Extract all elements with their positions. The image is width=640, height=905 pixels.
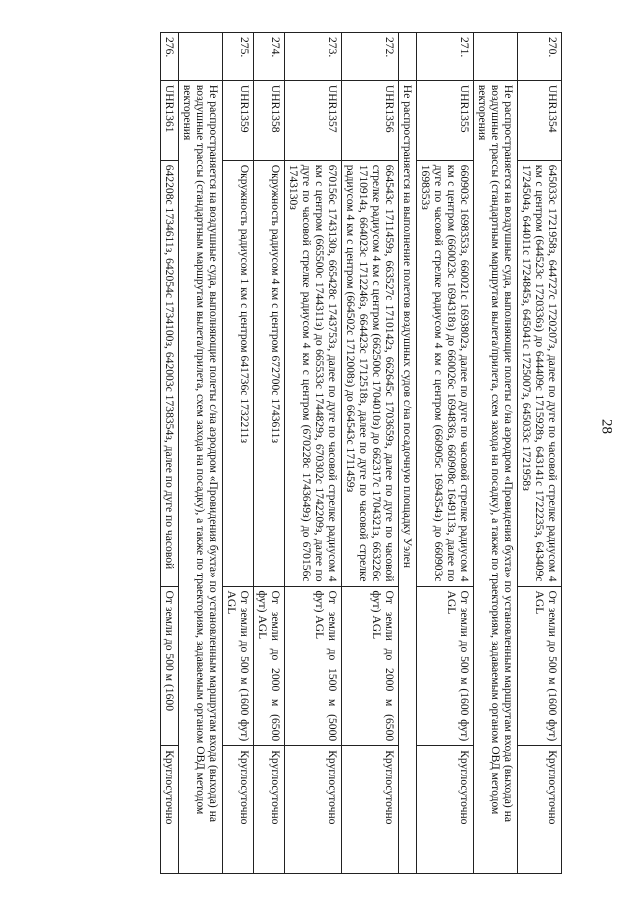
altitude-limits: От земли до 2000 м (6500 фут) AGL — [254, 586, 285, 746]
operating-time: Круглосуточно — [417, 746, 474, 874]
row-number: 275. — [223, 33, 254, 81]
zone-code: UHR1358 — [254, 80, 285, 160]
operating-time: Круглосуточно — [254, 746, 285, 874]
zone-boundaries: 642208с 1734611з, 642054с 1734100з, 642003с 1738354з, далее по дуге по часовой — [161, 160, 179, 586]
zone-boundaries: 660903с 1698353з, 660021с 1693802з, далее по дуге по часовой стрелке радиусом 4 км с центром (660023с 1694318з) до 660026с 1694836з, 660908с 1649113з, далее по дуге по часовой стрелке радиусом 4 км с центром (660905с 1694354з) до 660903с 1698353з — [417, 160, 474, 586]
row-number: 276. — [161, 33, 179, 81]
operating-time: Круглосуточно — [518, 746, 562, 874]
table-row — [342, 33, 399, 874]
altitude-limits: От земли до 500 м (1600 — [161, 586, 179, 746]
zone-boundaries: 645033с 1721958з, 644727с 1720207з, далее по дуге по часовой стрелке радиусом 4 км с центром (644523с 1720336з) до 644409с 1715928з, 643141с 1722235з, 643409с 1724504з, 644011с 1724845з, 645041с 1725007з, 645033с 1721958з — [518, 160, 562, 586]
zone-code: UHR1356 — [342, 80, 399, 160]
operating-time: Круглосуточно — [161, 746, 179, 874]
note-cell: Не распространяется на воздушные суда, выполняющие полеты с/на аэродром «Провидения бухта» по установленным маршрутам входа (выхода) на воздушные трассы (стандартным маршрутам вылета/прилета, схем захода на посадку), а также по траекториям, задаваемым органом ОВД методом векторения — [474, 80, 518, 873]
note-cell: Не распространяется на выполнение полетов воздушных судов с/на посадочную площадку Уэлен — [399, 80, 417, 873]
operating-time: Круглосуточно — [285, 746, 342, 874]
altitude-limits: От земли до 1500 м (5000 фут) AGL — [285, 586, 342, 746]
row-number: 271. — [417, 33, 474, 81]
table-row — [223, 33, 254, 874]
altitude-limits: От земли до 500 м (1600 фут) AGL — [417, 586, 474, 746]
table-row — [417, 33, 474, 874]
table-row — [518, 33, 562, 874]
row-number: 270. — [518, 33, 562, 81]
zone-boundaries: 670156с 1743130з, 665428с 1743753з, далее по дуге по часовой стрелке радиусом 4 км с центром (665500с 1744311з) до 665533с 1744829з, 670302с 1742209з, далее по дуге по часовой стрелке радиусом 4 км с центром (670228с 1743649з) до 670156с 1743130з — [285, 160, 342, 586]
airspace-table — [160, 32, 562, 874]
zone-boundaries: Окружность радиусом 4 км с центром 672700с 1743611з — [254, 160, 285, 586]
zone-boundaries: Окружность радиусом 1 км с центром 641736с 1732211з — [223, 160, 254, 586]
zone-code: UHR1354 — [518, 80, 562, 160]
zone-boundaries: 664543с 1711459з, 663527с 1710142з, 662645с 1703659з, далее по дуге по часовой стрелке радиусом 4 км с центром (662500с 1704010з) до 662317с 1704321з, 663226с 1710914з, 664023с 1712246з, 664423с 1712518з, далее по дуге по часовой стрелке радиусом 4 км с центром (664502с 1712008з) до 664543с 1711459з — [342, 160, 399, 586]
zone-code: UHR1355 — [417, 80, 474, 160]
table-body — [161, 33, 562, 874]
note-empty-cell — [399, 33, 417, 81]
zone-code: UHR1357 — [285, 80, 342, 160]
note-row — [399, 33, 417, 874]
table-sheet — [58, 32, 562, 874]
table-row — [254, 33, 285, 874]
zone-code: UHR1359 — [223, 80, 254, 160]
row-number: 272. — [342, 33, 399, 81]
note-empty-cell — [179, 33, 223, 81]
altitude-limits: От земли до 500 м (1600 фут) AGL — [518, 586, 562, 746]
table-row — [285, 33, 342, 874]
operating-time: Круглосуточно — [223, 746, 254, 874]
page-number: 28 — [598, 419, 615, 434]
row-number: 273. — [285, 33, 342, 81]
rotated-table-container — [58, 32, 562, 874]
table-row — [161, 33, 179, 874]
zone-code: UHR1361 — [161, 80, 179, 160]
row-number: 274. — [254, 33, 285, 81]
note-cell: Не распространяется на воздушные суда, выполняющие полеты с/на аэродром «Провидения бухта» по установленным маршрутам входа (выхода) на воздушные трассы (стандартным маршрутам вылета/прилета, схем захода на посадку), а также по траекториям, задаваемым органом ОВД методом векторения — [179, 80, 223, 873]
note-row — [474, 33, 518, 874]
altitude-limits: От земли до 2000 м (6500 фут) AGL — [342, 586, 399, 746]
operating-time: Круглосуточно — [342, 746, 399, 874]
note-row — [179, 33, 223, 874]
altitude-limits: От земли до 500 м (1600 фут) AGL — [223, 586, 254, 746]
note-empty-cell — [474, 33, 518, 81]
